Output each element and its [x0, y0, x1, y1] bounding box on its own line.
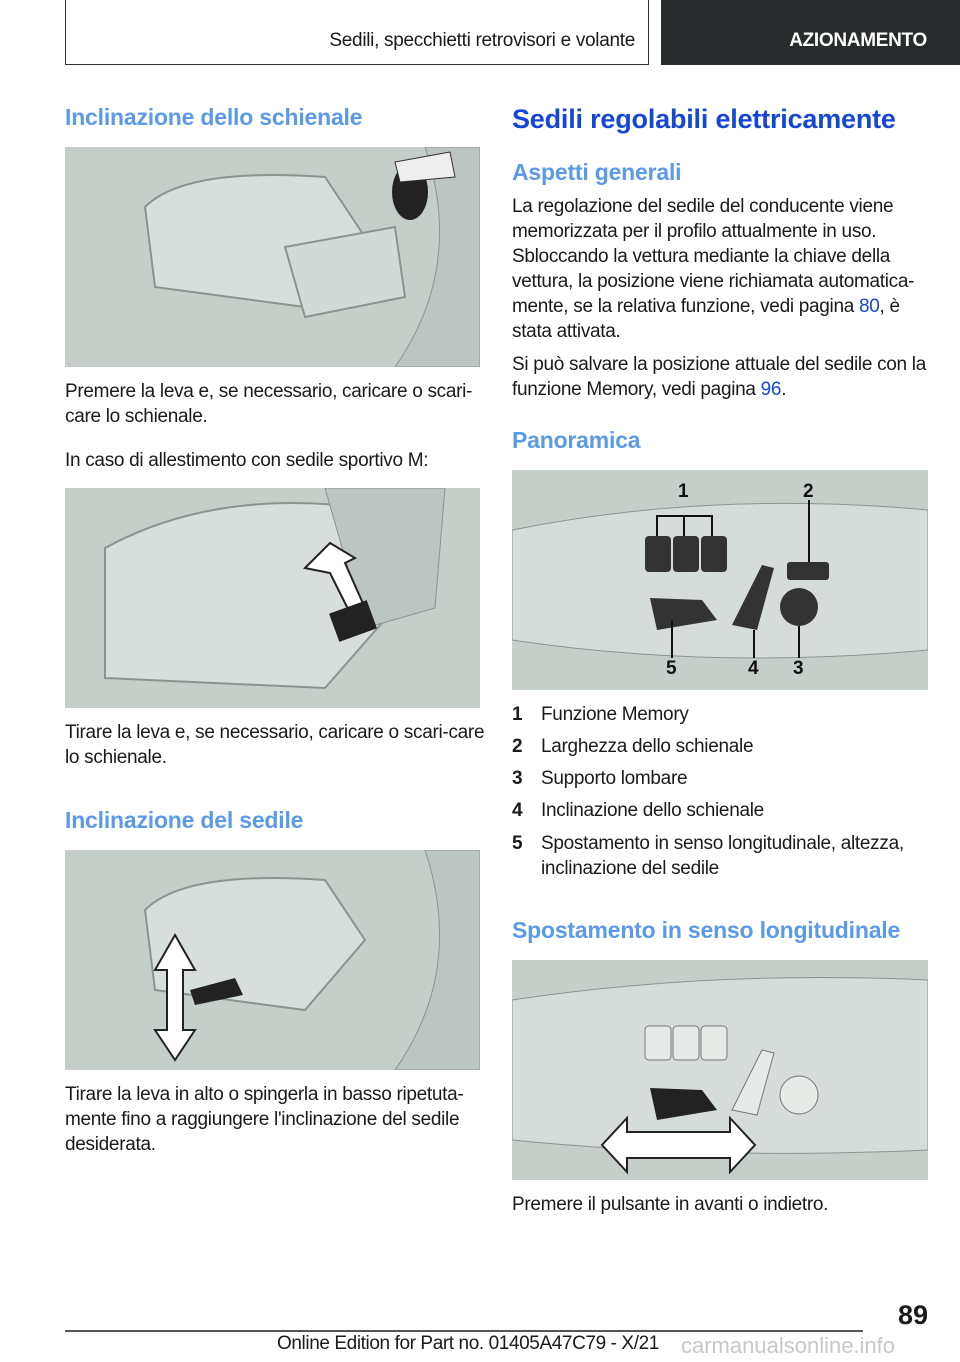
watermark: carmanualsonline.info	[681, 1333, 896, 1358]
header-chapter	[661, 0, 960, 65]
callout-4: 4	[748, 658, 759, 679]
heading-electric-seats: Sedili regolabili elettricamente	[512, 104, 896, 134]
list-item	[512, 702, 689, 727]
item-number: 4	[512, 800, 523, 821]
item-text: Larghezza dello schienale	[541, 736, 754, 757]
chapter-title: AZIONAMENTO	[789, 30, 927, 51]
footer-edition: Online Edition for Part no. 01405A47C79 - X/21	[277, 1333, 659, 1354]
item-text: Supporto lombare	[541, 768, 688, 789]
heading-overview: Panoramica	[512, 427, 641, 453]
heading-backrest-inclination: Inclinazione dello schienale	[65, 104, 363, 130]
header-section	[65, 0, 649, 65]
text: La regolazione del sedile del conducente viene memorizzata per il profilo attualmente in uso. Sbloccando la vettura mediante la chiave della vettura, la posizione viene richiamata automatica-mente, se la relativa funzione, vedi pagina	[512, 196, 915, 317]
sport-seat-lever-image	[65, 488, 480, 708]
seat-longitudinal-image	[512, 960, 928, 1180]
text: , è stata attivata.	[512, 296, 900, 342]
callout-2: 2	[803, 481, 814, 502]
item-text: Inclinazione dello schienale	[541, 800, 764, 821]
callout-3: 3	[793, 658, 804, 679]
seat-tilt-lever-image	[65, 850, 480, 1070]
text: Si può salvare la posizione attuale del sedile con la funzione Memory, vedi pagina	[512, 354, 926, 400]
list-item	[512, 766, 688, 791]
paragraph	[512, 194, 932, 344]
paragraph	[512, 352, 932, 402]
page-number: 89	[897, 1300, 928, 1330]
paragraph: Premere la leva e, se necessario, caricare o scari-care lo schienale.	[65, 381, 473, 427]
item-number: 3	[512, 768, 523, 789]
seat-controls-overview-image	[512, 470, 928, 690]
page-link-80[interactable]: 80	[858, 296, 880, 317]
list-item	[512, 734, 754, 759]
item-number: 1	[512, 704, 523, 725]
seat-lever-image	[65, 147, 480, 367]
list-item	[512, 798, 764, 823]
item-number: 5	[512, 833, 523, 854]
callout-5: 5	[666, 658, 677, 679]
callout-1: 1	[678, 481, 689, 502]
heading-longitudinal: Spostamento in senso longitudinale	[512, 917, 901, 943]
item-number: 2	[512, 736, 523, 757]
paragraph: Tirare la leva e, se necessario, caricare o scari-care lo schienale.	[65, 722, 485, 768]
paragraph: Premere il pulsante in avanti o indietro.	[512, 1194, 829, 1215]
page-link-96[interactable]: 96	[760, 379, 782, 400]
paragraph: Tirare la leva in alto o spingerla in basso ripetuta-mente fino a raggiungere l'inclinazione del sedile desiderata.	[65, 1084, 464, 1155]
footer-divider	[65, 1330, 863, 1332]
list-item	[512, 831, 904, 879]
item-text: Spostamento in senso longitudinale, altezza, inclinazione del sedile	[541, 833, 904, 879]
section-title: Sedili, specchietti retrovisori e volante	[329, 30, 635, 51]
item-text: Funzione Memory	[541, 704, 689, 725]
heading-seat-inclination: Inclinazione del sedile	[65, 807, 304, 833]
heading-general: Aspetti generali	[512, 159, 682, 185]
paragraph: In caso di allestimento con sedile sportivo M:	[65, 450, 429, 471]
text: .	[781, 379, 787, 400]
